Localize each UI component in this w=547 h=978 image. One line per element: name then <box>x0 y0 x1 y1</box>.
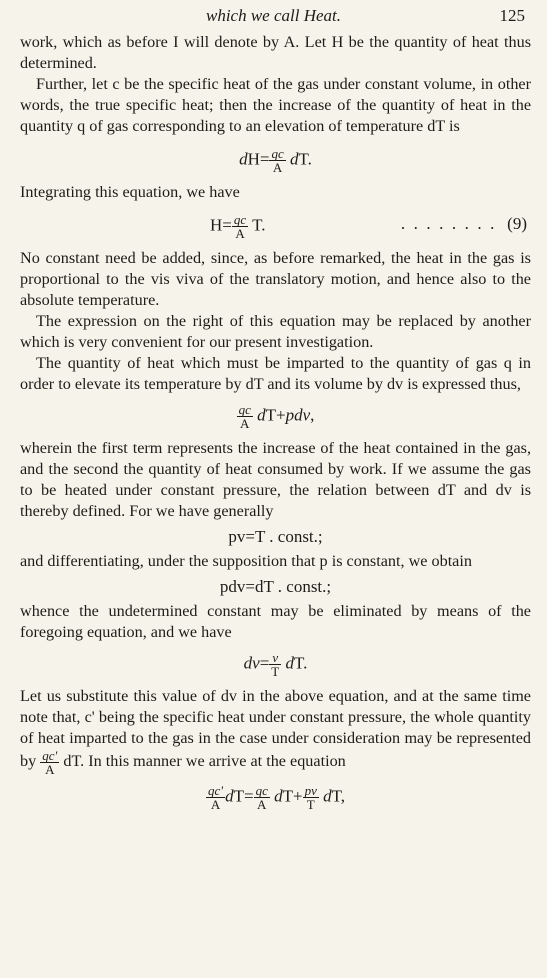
paragraph-text: Let us substitute this value of dv in the above equation, and at the same time note that, c' being the specific heat under constant pressure, the whole quantity of heat imparted to the gas in the case under consideration may be represented by <box>20 687 531 771</box>
running-header <box>0 6 547 30</box>
paragraph: and differentiating, under the supposition that p is constant, we obtain <box>20 552 472 570</box>
paragraph: whence the undetermined constant may be eliminated by means of the foregoing equation, and we have <box>20 602 531 641</box>
equation-final: $\frac{qc'}{A}$ dT= $\frac{qc}{A}$ dT+ $\frac{pv}{T}$ dT, <box>208 783 345 812</box>
paragraph-text: dT. In this manner we arrive at the equation <box>63 752 346 771</box>
running-title: which we call Heat. <box>205 6 342 25</box>
paragraph: Integrating this equation, we have <box>20 183 240 201</box>
body-text <box>20 32 531 811</box>
paragraph: Let us substitute this value of dv in the above equation, and at the same time note that, c' being the specific heat under constant pressure, the whole quantity of heat imparted to the gas in the case under consideration may be represented by $\frac{qc'}{A}$ dT. In this manner we arrive at the equation <box>20 687 531 777</box>
paragraph: No constant need be added, since, as before remarked, the heat in the gas is proportional to the vis viva of the translatory motion, and hence also to the absolute temperature. <box>20 249 531 309</box>
equation-dv: dv= $\frac{v}{T}$ dT. <box>243 650 308 679</box>
equation-number: (9) <box>507 214 527 233</box>
paragraph: The expression on the right of this equation may be replaced by another which is very convenient for our present investigation. <box>20 312 531 351</box>
paragraph: work, which as before I will denote by A. Let H be the quantity of heat thus determined. <box>20 33 531 72</box>
paragraph: The quantity of heat which must be imparted to the quantity of gas q in order to elevate its temperature by dT and its volume by dv is expressed thus, <box>20 354 531 393</box>
equation-dh: dH= $\frac{qc}{A}$ dT. <box>239 146 312 175</box>
paragraph: wherein the first term represents the increase of the heat contained in the gas, and the second the quantity of heat consumed by work. If we assume the gas to be heated under constant pressure, the relation between dT and dv is thereby defined. For we have generally <box>20 439 531 520</box>
equation-9: H= $\frac{qc}{A}$ T. . . . . . . . . (9) <box>210 212 527 241</box>
paragraph: Further, let c be the specific heat of the gas under constant volume, in other words, the true specific heat; then the increase of the quantity of heat in the quantity q of gas corresponding to an elevation of temperature dT is <box>20 75 531 135</box>
equation-heat-expression: $\frac{qc}{A}$ dT+pdv, <box>238 402 315 431</box>
equation-pdv: pdv=dT . const.; <box>219 577 332 596</box>
equation-pv: pv=T . const.; <box>228 527 323 546</box>
page-number: 125 <box>499 6 525 25</box>
